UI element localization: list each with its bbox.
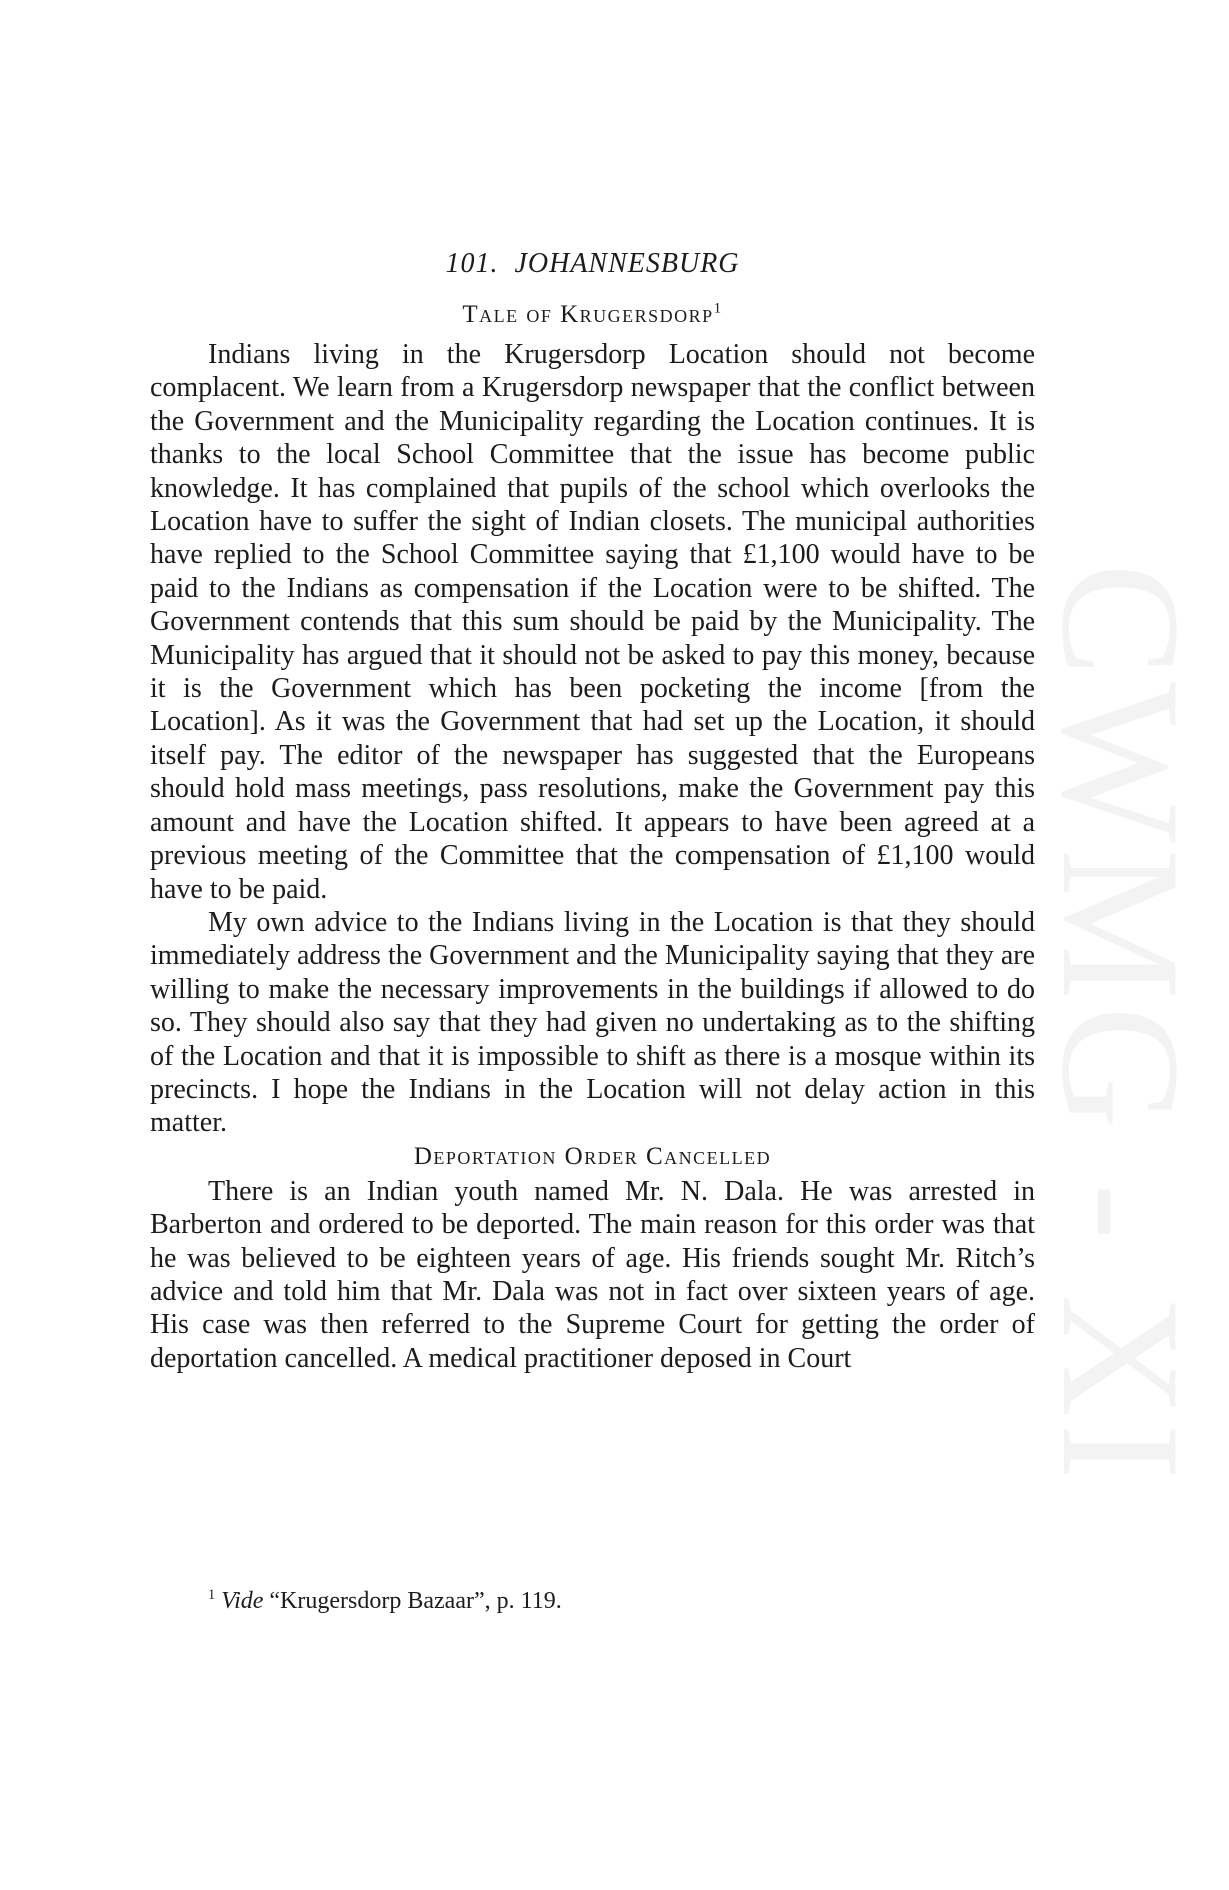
paragraph: There is an Indian youth named Mr. N. Dala. He was arrested in Barberton and ordered to be deported. The main reason for this order was that he was believed to be eighteen years of age. His friends sought Mr. Ritch’s advice and told him that Mr. Dala was not in fact over sixteen years of age. His case was then referred to the Supreme Court for getting the order of deportation cancelled. A medical practitioner deposed in Court	[150, 1175, 1035, 1374]
paragraph: Indians living in the Krugersdorp Location should not become complacent. We learn from a Krugersdorp newspaper that the conflict between the Government and the Municipality regarding the Location continues. It is thanks to the local School Committee that the issue has become public knowledge. It has complained that pupils of the school which overlooks the Location have to suffer the sight of Indian closets. The municipal authorities have replied to the School Committee saying that £1,100 would have to be paid to the Indians as compensation if the Location were to be shifted. The Government contends that this sum should be paid by the Municipality. The Municipality has argued that it should not be asked to pay this money, because it is the Government which has been pocketing the income [from the Location]. As it was the Government that had set up the Location, it should itself pay. The editor of the newspaper has suggested that the Europeans should hold mass meetings, pass resolutions, make the Government pay this amount and have the Location shifted. It appears to have been agreed at a previous meeting of the Committee that the compensation of £1,100 would have to be paid.	[150, 339, 1035, 905]
article-place: JOHANNESBURG	[514, 248, 740, 279]
section-heading-deportation: Deportation Order Cancelled	[413, 1142, 772, 1170]
footnote-vide: Vide	[221, 1588, 264, 1614]
paragraph: My own advice to the Indians living in the Location is that they should immediately address the Government and the Municipality saying that they are willing to make the necessary improvements in the buildings if allowed to do so. They should also say that they had given no undertaking as to the shifting of the Location and that it is impossible to shift as there is a mosque within its precincts. I hope the Indians in the Location will not delay action in this matter.	[150, 906, 1035, 1139]
page-body	[150, 248, 1035, 1375]
footnote-marker: 1	[208, 1587, 216, 1603]
article-title	[150, 248, 1035, 280]
section-heading-krugersdorp	[150, 301, 1035, 329]
section-heading-text: Tale of Krugersdorp	[462, 301, 714, 328]
footnote-reference: 1	[713, 300, 723, 317]
watermark: CWMG - XI	[1027, 563, 1215, 1486]
footnote-text: “Krugersdorp Bazaar”, p. 119.	[269, 1588, 562, 1614]
article-number: 101.	[445, 248, 499, 279]
footnote	[208, 1586, 562, 1616]
